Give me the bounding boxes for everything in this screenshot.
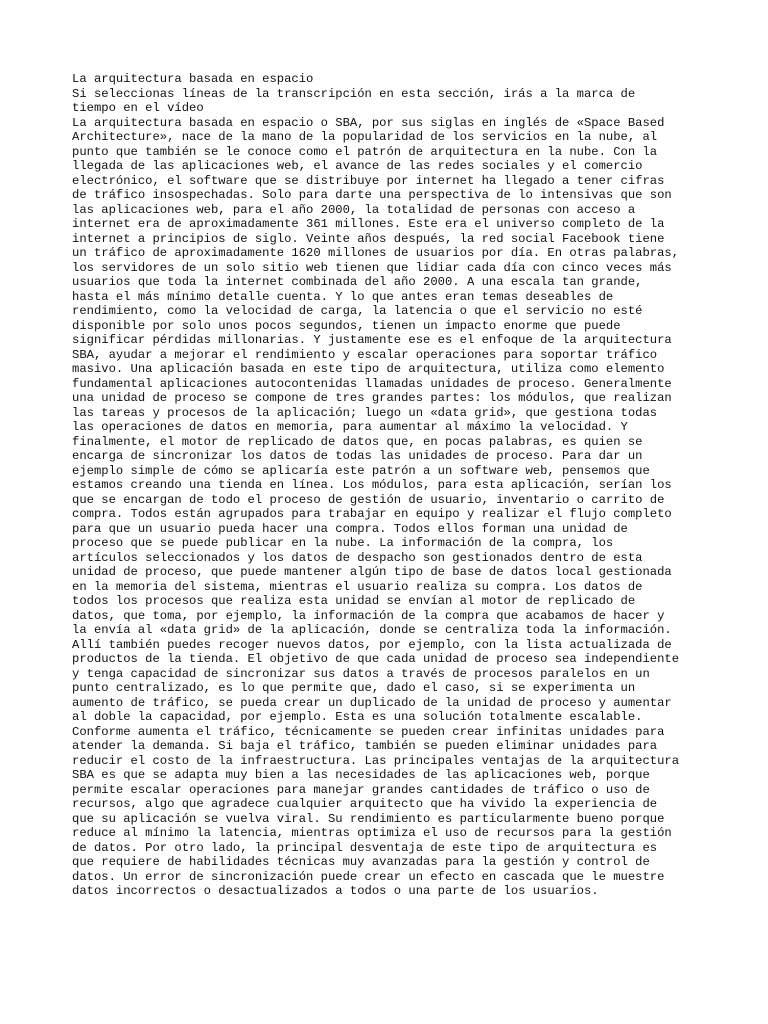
text-line: compra. Todos están agrupados para trabajar en equipo y realizar el flujo completo [72, 507, 672, 521]
text-line: datos, que toma, por ejemplo, la información de la compra que acabamos de hacer y [72, 608, 665, 623]
text-line: aumento de tráfico, se pueda crear un duplicado de la unidad de proceso y aumentar [72, 695, 672, 710]
text-line: las aplicaciones web, para el año 2000, la totalidad de personas con acceso a [72, 202, 636, 217]
text-line: la envía al «data grid» de la aplicación, donde se centraliza toda la información. [72, 623, 672, 637]
text-line: internet a principios de siglo. Veinte años después, la red social Facebook tiene [72, 231, 665, 246]
text-line: que requiere de habilidades técnicas muy avanzadas para la gestión y control de [72, 855, 650, 869]
text-line: punto que también se le conoce como el patrón de arquitectura en la nube. Con la [72, 144, 658, 159]
text-line: reduce al mínimo la latencia, mientras optimiza el uso de recursos para la gestión [72, 826, 672, 840]
text-line: las tareas y procesos de la aplicación; luego un «data grid», que gestiona todas [72, 405, 658, 420]
document-title: La arquitectura basada en espacio [72, 72, 314, 86]
text-line: encarga de sincronizar los datos de todas las unidades de proceso. Para dar un [72, 449, 643, 463]
text-line: atender la demanda. Si baja el tráfico, también se pueden eliminar unidades para [72, 739, 658, 753]
text-line: Si seleccionas líneas de la transcripción en esta sección, irás a la marca de [72, 86, 636, 101]
text-line: datos. Un error de sincronización puede crear un efecto en cascada que le muestre [72, 869, 665, 884]
text-line: artículos seleccionados y los datos de despacho son gestionados dentro de esta [72, 550, 643, 565]
text-line: de datos. Por otro lado, la principal desventaja de este tipo de arquitectura es [72, 840, 658, 855]
text-line: fundamental aplicaciones autocontenidas llamadas unidades de proceso. Generalmente [72, 376, 672, 391]
text-line: electrónico, el software que se distribuye por internet ha llegado a tener cifras [72, 173, 665, 188]
text-line: reducir el costo de la infraestructura. Las principales ventajas de la arquitectura [72, 753, 680, 768]
text-line: tiempo en el vídeo [72, 101, 204, 115]
text-line: una unidad de proceso se compone de tres grandes partes: los módulos, que realizan [72, 391, 672, 405]
document-page [72, 72, 712, 899]
text-line: usuarios que toda la internet combinada del año 2000. A una escala tan grande, [72, 275, 643, 289]
text-line: permite escalar operaciones para manejar grandes cantidades de tráfico o uso de [72, 782, 650, 797]
text-line: SBA, ayudar a mejorar el rendimiento y escalar operaciones para soportar tráfico [72, 347, 658, 362]
text-line: masivo. Una aplicación basada en este tipo de arquitectura, utiliza como elemento [72, 362, 665, 376]
text-line: proceso que se puede publicar en la nube. La información de la compra, los [72, 536, 614, 550]
text-line: unidad de proceso, que puede mantener algún tipo de base de datos local gestionada [72, 565, 672, 579]
text-line: productos de la tienda. El objetivo de que cada unidad de proceso sea independiente [72, 652, 680, 666]
text-line: disponible por solo unos pocos segundos, tienen un impacto enorme que puede [72, 318, 621, 333]
text-line: punto centralizado, es lo que permite que, dado el caso, si se experimenta un [72, 681, 636, 695]
text-line: que su aplicación se vuelva viral. Su rendimiento es particularmente bueno porque [72, 811, 665, 826]
text-line: para que un usuario pueda hacer una compra. Todos ellos forman una unidad de [72, 521, 628, 536]
text-line: Architecture», nace de la mano de la popularidad de los servicios en la nube, al [72, 130, 658, 144]
document-body [72, 87, 712, 899]
text-line: rendimiento, como la velocidad de carga, la latencia o que el servicio no esté [72, 304, 643, 318]
text-line: y tenga capacidad de sincronizar sus datos a través de procesos paralelos en un [72, 666, 650, 681]
text-line: al doble la capacidad, por ejemplo. Esta es una solución totalmente escalable. [72, 710, 643, 724]
text-line: un tráfico de aproximadamente 1620 millones de usuarios por día. En otras palabras, [72, 246, 680, 260]
text-line: Allí también puedes recoger nuevos datos, por ejemplo, con la lista actualizada de [72, 637, 672, 652]
text-line: llegada de las aplicaciones web, el avance de las redes sociales y el comercio [72, 159, 643, 173]
text-line: los servidores de un solo sitio web tienen que lidiar cada día con cinco veces más [72, 260, 672, 275]
text-line: datos incorrectos o desactualizados a todos o una parte de los usuarios. [72, 884, 599, 898]
text-line: La arquitectura basada en espacio o SBA, por sus siglas en inglés de «Space Based [72, 115, 665, 130]
text-line: todos los procesos que realiza esta unidad se envían al motor de replicado de [72, 594, 636, 608]
text-line: recursos, algo que agradece cualquier arquitecto que ha vivido la experiencia de [72, 797, 658, 811]
text-line: en la memoria del sistema, mientras el usuario realiza su compra. Los datos de [72, 579, 643, 594]
text-line: estamos creando una tienda en línea. Los módulos, para esta aplicación, serían los [72, 478, 672, 492]
text-line: significar pérdidas millonarias. Y justamente ese es el enfoque de la arquitectura [72, 333, 672, 347]
text-line: que se encargan de todo el proceso de gestión de usuario, inventario o carrito de [72, 492, 665, 507]
text-line: internet era de aproximadamente 361 millones. Este era el universo completo de la [72, 217, 665, 231]
text-line: SBA es que se adapta muy bien a las necesidades de las aplicaciones web, porque [72, 768, 650, 782]
text-line: ejemplo simple de cómo se aplicaría este patrón a un software web, pensemos que [72, 463, 650, 478]
text-line: Conforme aumenta el tráfico, técnicamente se pueden crear infinitas unidades para [72, 724, 665, 739]
text-line: finalmente, el motor de replicado de datos que, en pocas palabras, es quien se [72, 434, 643, 449]
text-line: las operaciones de datos en memoria, para aumentar al máximo la velocidad. Y [72, 420, 628, 434]
text-line: de tráfico insospechadas. Solo para darte una perspectiva de lo intensivas que son [72, 188, 672, 202]
text-line: hasta el más mínimo detalle cuenta. Y lo que antes eran temas deseables de [72, 289, 614, 304]
